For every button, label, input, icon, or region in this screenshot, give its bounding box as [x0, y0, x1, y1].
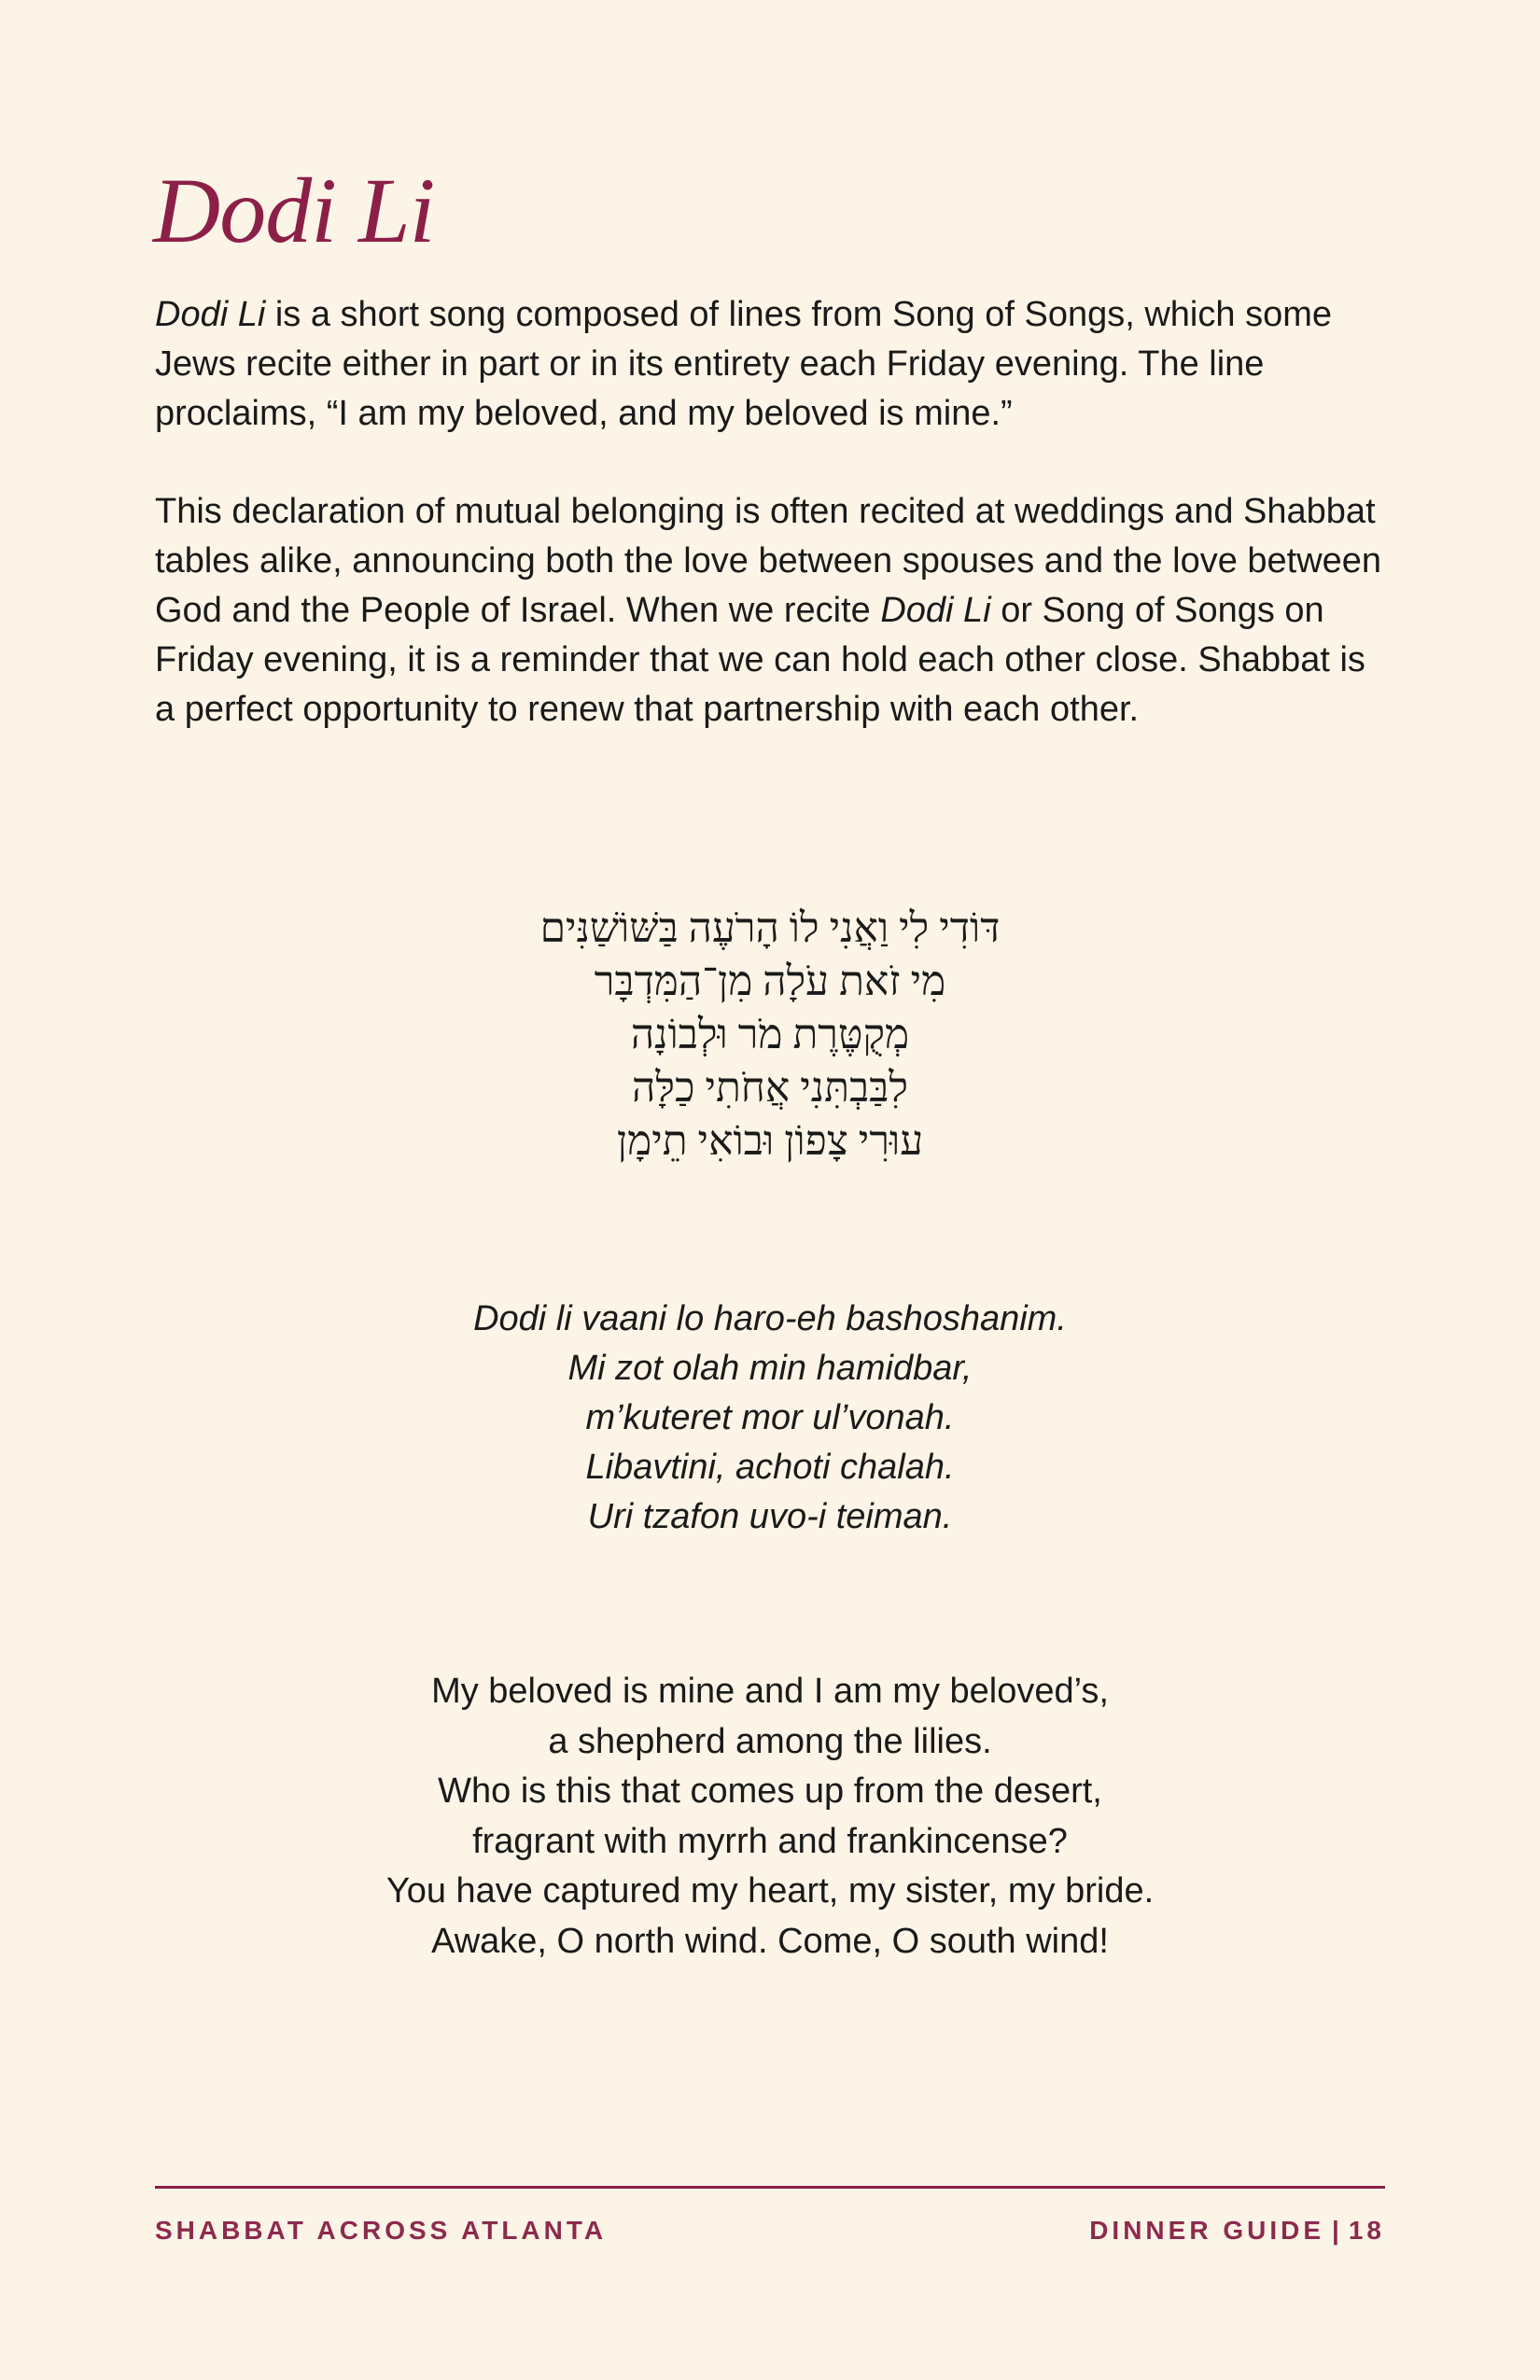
- song-name-emphasis: Dodi Li: [155, 295, 266, 334]
- transliteration-line: Uri tzafon uvo-i teiman.: [587, 1497, 953, 1536]
- translation-line: Awake, O north wind. Come, O south wind!: [431, 1921, 1109, 1961]
- transliteration-verse: [155, 1295, 1385, 1542]
- transliteration-line: Dodi li vaani lo haro-eh bashoshanim.: [473, 1299, 1067, 1338]
- hebrew-line: לִבַּבְתִּנִי אֲחֹתִי כַלָּה: [632, 1065, 908, 1111]
- transliteration-line: m’kuteret mor ul’vonah.: [585, 1398, 955, 1437]
- translation-line: fragrant with myrrh and frankincense?: [472, 1821, 1068, 1861]
- song-name-emphasis: Dodi Li: [880, 591, 991, 630]
- hebrew-verse: [155, 902, 1385, 1168]
- page-footer: [155, 2212, 1385, 2249]
- hebrew-line: מְקֻטֶּרֶת מֹר וּלְבוֹנָה: [630, 1012, 910, 1057]
- hebrew-line: עוּרִי צָפוֹן וּבוֹאִי תֵימָן: [616, 1118, 924, 1164]
- footer-section-name: DINNER GUIDE: [1089, 2216, 1324, 2245]
- intro-paragraph: [155, 290, 1392, 439]
- hebrew-line: דּוֹדִי לִי וַאֲנִי לוֹ הָרֹעֶה בַּשּׁוֹשַׁנִּים: [539, 905, 1001, 951]
- translation-line: Who is this that comes up from the desert,: [438, 1771, 1102, 1811]
- page-title: Dodi Li: [153, 159, 435, 262]
- transliteration-line: Libavtini, achoti chalah.: [585, 1448, 955, 1487]
- translation-line: My beloved is mine and I am my beloved’s,: [431, 1672, 1109, 1711]
- footer-divider: [155, 2186, 1385, 2189]
- translation-line: You have captured my heart, my sister, my bride.: [385, 1871, 1155, 1911]
- transliteration-line: Mi zot olah min hamidbar,: [567, 1349, 973, 1388]
- hebrew-line: מִי זֹאת עֹלָה מִן־הַמִּדְבָּר: [594, 959, 946, 1004]
- translation-line: a shepherd among the lilies.: [548, 1721, 992, 1761]
- footer-publication-name: SHABBAT ACROSS ATLANTA: [155, 2216, 608, 2245]
- intro-paragraph-text: is a short song composed of lines from Song of Songs, which some Jews recite either in part or in its entirety each Friday evening. The line proclaims, “I am my beloved, and my beloved is mine.”: [155, 295, 1332, 433]
- page-number: 18: [1348, 2216, 1385, 2245]
- footer-section-info: [1089, 2216, 1385, 2246]
- footer-separator: |: [1332, 2216, 1343, 2245]
- explanation-text-after: or Song of Songs on Friday evening, it is a reminder that we can hold each other close. Shabbat is a perfect opportunity to renew that partnership with each other.: [155, 591, 1365, 729]
- translation-verse: [155, 1667, 1385, 1967]
- explanation-paragraph: [155, 487, 1392, 735]
- explanation-text-before: This declaration of mutual belonging is often recited at weddings and Shabbat tables alike, announcing both the love between spouses and the love between God and the People of Israel. When we recite: [155, 492, 1382, 630]
